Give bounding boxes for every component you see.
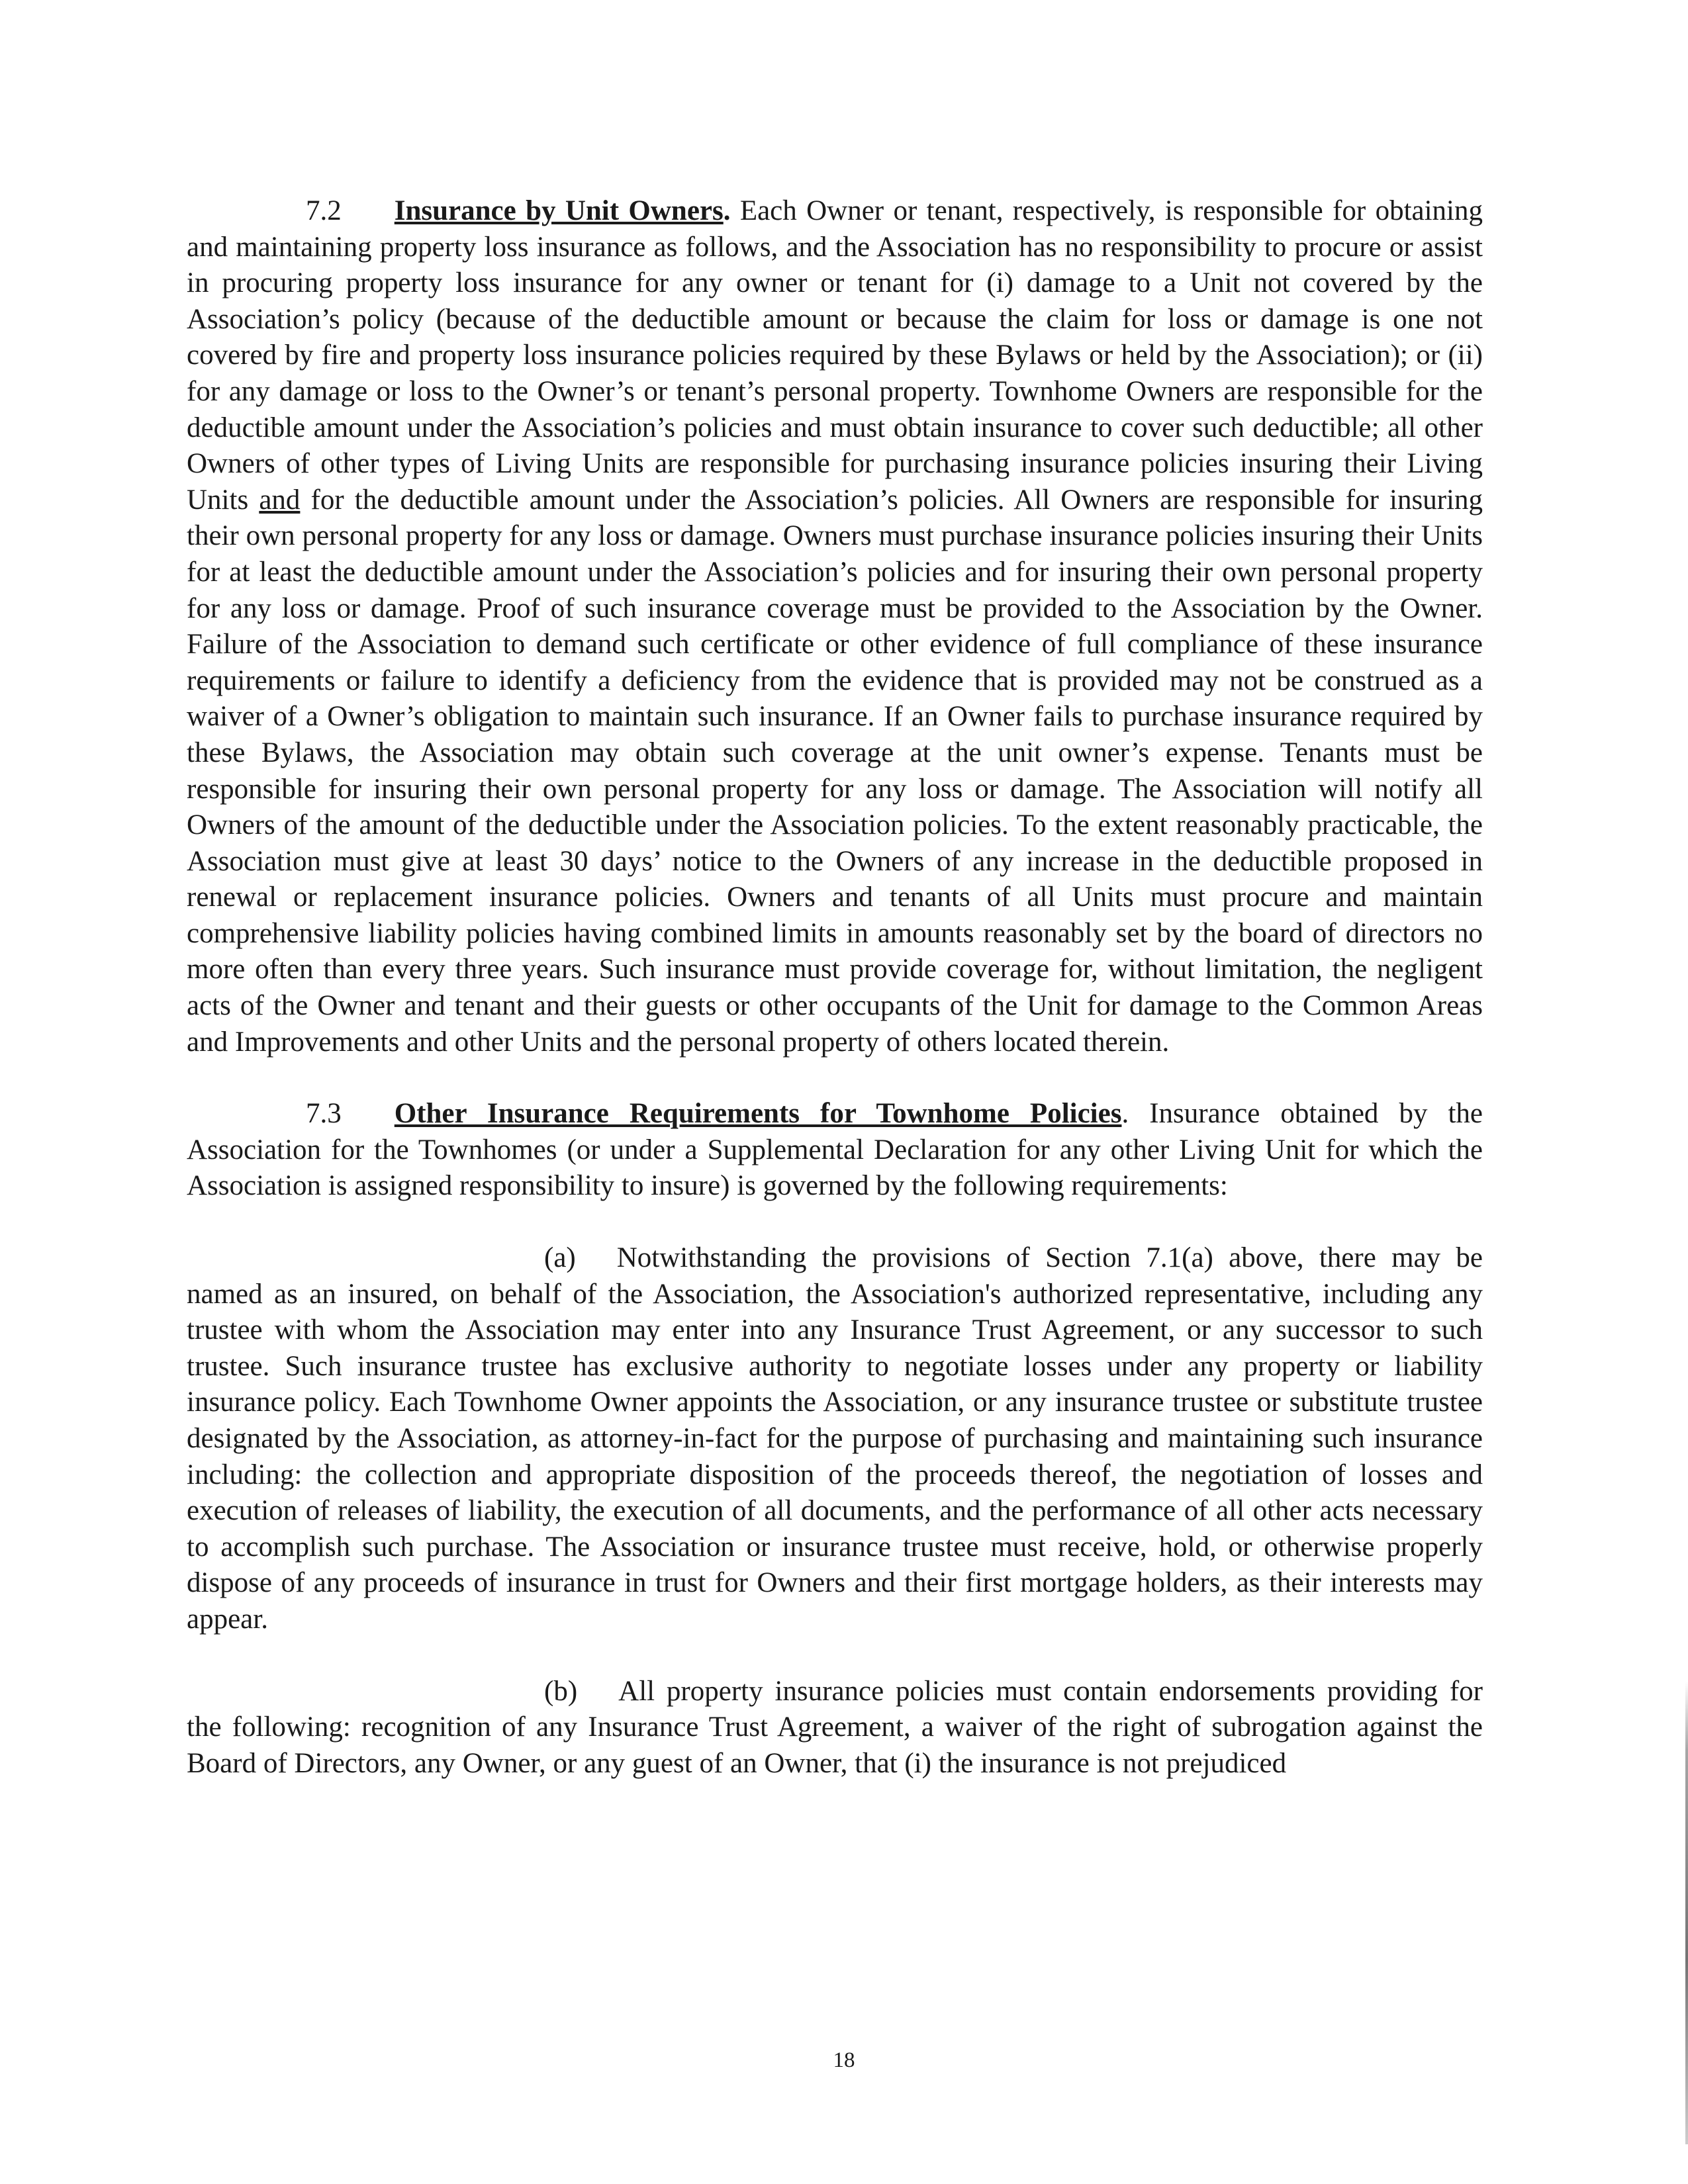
subsection-a-paragraph — [187, 1240, 1483, 1638]
subsection-a-body: Notwithstanding the provisions of Section 7.1(a) above, there may be named as an insured, on behalf of the Association, the Association's authorized representative, including any trustee with whom the Association may enter into any Insurance Trust Agreement, or any successor to such trustee. Such insurance trustee has exclusive authority to negotiate losses under any property or liability insurance policy. Each Townhome Owner appoints the Association, or any insurance trustee or substitute trustee designated by the Association, as attorney-in-fact for the purpose of purchasing and maintaining such insurance including: the collection and appropriate disposition of the proceeds thereof, the negotiation of losses and execution of releases of liability, the execution of all documents, and the performance of all other acts necessary to accomplish such purchase. The Association or insurance trustee must receive, hold, or otherwise properly dispose of any proceeds of insurance in trust for Owners and their first mortgage holders, as their interests may appear. — [187, 1242, 1483, 1635]
subsection-b-body: All property insurance policies must contain endorsements providing for the following: recognition of any Insurance Trust Agreement, a waiver of the right of subrogation against the Board of Directors, any Owner, or any guest of an Owner, that (i) the insurance is not prejudiced — [187, 1675, 1483, 1779]
page-content — [187, 193, 1483, 1782]
subsection-a-label: (a) — [544, 1242, 576, 1274]
section-7-3-heading-period: . — [1121, 1098, 1129, 1130]
page-number: 18 — [833, 2048, 855, 2072]
subsection-b-label: (b) — [544, 1675, 578, 1707]
subsection-b-paragraph — [187, 1674, 1483, 1782]
section-7-3-paragraph — [187, 1096, 1483, 1205]
section-7-3-heading: Other Insurance Requirements for Townhome Policies — [394, 1098, 1122, 1130]
section-7-2-paragraph — [187, 193, 1483, 1060]
section-7-2-number: 7.2 — [306, 195, 342, 226]
scan-edge-artifact — [1685, 1681, 1688, 2144]
section-7-2-underlined-and: and — [259, 484, 301, 516]
section-7-2-body-part1: Each Owner or tenant, respectively, is responsible for obtaining and maintaining property loss insurance as follows, and the Association has no responsibility to procure or assist in procuring property loss insurance for any owner or tenant for (i) damage to a Unit not covered by the Association’s policy (because of the deductible amount or because the claim for loss or damage is one not covered by fire and property loss insurance policies required by these Bylaws or held by the Association); or (ii) for any damage or loss to the Owner’s or tenant’s personal property. Townhome Owners are responsible for the deductible amount under the Association’s policies and must obtain insurance to cover such deductible; all other Owners of other types of Living Units are responsible for purchasing insurance policies insuring their Living Units — [187, 195, 1483, 516]
section-7-2-heading: Insurance by Unit Owners — [394, 195, 724, 226]
section-7-3-number: 7.3 — [306, 1098, 342, 1130]
section-7-2-body-part2: for the deductible amount under the Association’s policies. All Owners are responsible for insuring their own personal property for any loss or damage. Owners must purchase insurance policies insuring their Units for at least the deductible amount under the Association’s policies and for insuring their own personal property for any loss or damage. Proof of such insurance coverage must be provided to the Association by the Owner. Failure of the Association to demand such certificate or other evidence of full compliance of these insurance requirements or failure to identify a deficiency from the evidence that is provided may not be construed as a waiver of a Owner’s obligation to maintain such insurance. If an Owner fails to purchase insurance required by these Bylaws, the Association may obtain such coverage at the unit owner’s expense. Tenants must be responsible for insuring their own personal property for any loss or damage. The Association will notify all Owners of the amount of the deductible under the Association policies. To the extent reasonably practicable, the Association must give at least 30 days’ notice to the Owners of any increase in the deductible proposed in renewal or replacement insurance policies. Owners and tenants of all Units must procure and maintain comprehensive liability policies having combined limits in amounts reasonably set by the board of directors no more often than every three years. Such insurance must provide coverage for, without limitation, the negligent acts of the Owner and tenant and their guests or other occupants of the Unit for damage to the Common Areas and Improvements and other Units and the personal property of others located therein. — [187, 484, 1483, 1058]
section-7-2-heading-period: . — [723, 195, 731, 226]
section-7-3-body: Insurance obtained by the Association for the Townhomes (or under a Supplemental Declaration for any other Living Unit for which the Association is assigned responsibility to insure) is governed by the following requirements: — [187, 1098, 1483, 1202]
